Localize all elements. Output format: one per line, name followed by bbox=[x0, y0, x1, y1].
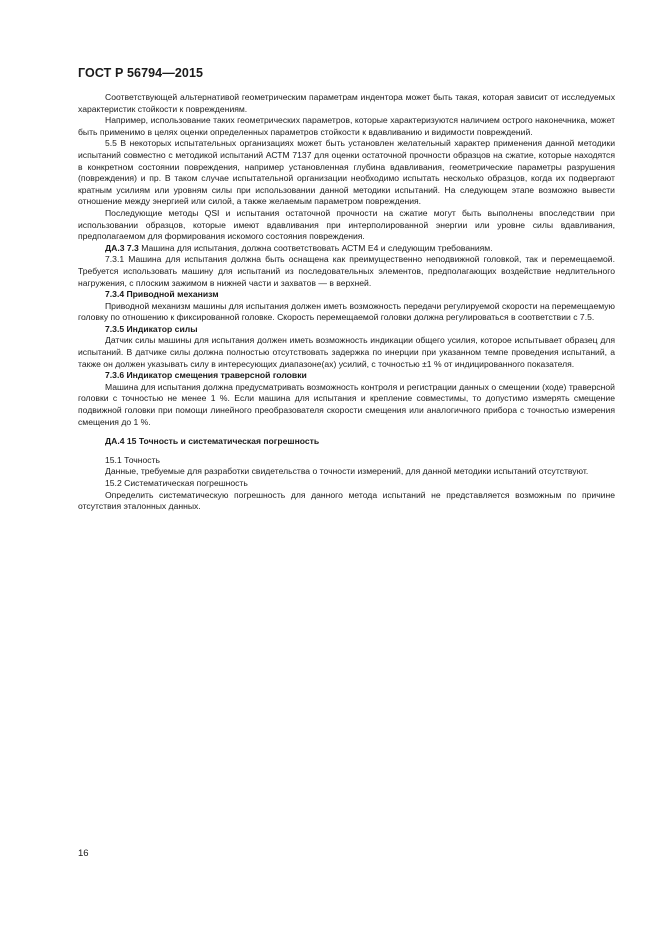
paragraph: Определить систематическую погрешность для данного метода испытаний не представляется возможным по причине отсутствия эталонных данных. bbox=[78, 489, 615, 512]
section-heading: 7.3.5 Индикатор силы bbox=[105, 323, 198, 334]
subsection-heading: 15.2 Систематическая погрешность bbox=[105, 478, 248, 488]
subsection-heading: 15.1 Точность bbox=[105, 454, 160, 465]
document-header: ГОСТ Р 56794—2015 bbox=[78, 66, 204, 80]
paragraph: Последующие методы QSI и испытания остаточной прочности на сжатие могут быть выполнены впоследствии при использовании образцов, которые имеют вдавливания при интерполированной энергии или уровне силы вдавливания, предполагаемом для формирования искомого состояния повреждения. bbox=[78, 207, 615, 242]
section-heading: 7.3.6 Индикатор смещения траверсной головки bbox=[105, 370, 307, 381]
section-heading-da4: ДА.4 15 Точность и систематическая погрешность bbox=[105, 436, 320, 447]
page-number: 16 bbox=[78, 848, 89, 859]
paragraph-da3 bbox=[78, 243, 615, 255]
document-body bbox=[78, 92, 615, 513]
clause-text: Машина для испытания, должна соответствовать АСТМ Е4 и следующим требованиям. bbox=[141, 242, 493, 253]
clause-label: ДА.3 7.3 bbox=[105, 242, 139, 253]
paragraph: 5.5 В некоторых испытательных организациях может быть установлен желательный характер применения данной методики испытаний совместно с методикой испытаний АСТМ 7137 для оценки остаточной прочности образцов на сжатие, которые находятся в конкретном состоянии повреждения, например установленная глубина вдавливания, геометрические параметры разрушения (повреждения) и пр. В таком случае испытательной организации необходимо испытать несколько образцов, когда их подвергают кратным усилиям или уровням силы при использовании данной методики испытаний. На следующем этапе возможно вывести отношение между энергией или силой, а также желаемым параметром повреждения. bbox=[78, 138, 615, 207]
paragraph: Данные, требуемые для разработки свидетельства о точности измерений, для данной методики испытаний отсутствуют. bbox=[105, 466, 589, 477]
paragraph: Машина для испытания должна предусматривать возможность контроля и регистрации данных о смещении (ходе) траверсной головки с точностью не менее 1 %. Если машина для испытания и крепление совместимы, то допустимо измерять смещение подвижной головки при помощи линейного преобразователя скорости смещения или аналогичного прибора с точностью измерения смещения до 1 %. bbox=[78, 381, 615, 427]
section-heading: 7.3.4 Приводной механизм bbox=[105, 289, 219, 300]
paragraph: Например, использование таких геометрических параметров, которые характеризуются наличием острого наконечника, может быть применимо в целях оценки определенных параметров стойкости к вдавливанию и видимости повреждений. bbox=[78, 115, 615, 137]
paragraph: 7.3.1 Машина для испытания должна быть оснащена как преимущественно неподвижной головкой, так и перемещаемой. Требуется использовать машину для испытаний из последовательных элементов, предполагающих воздействие недлительного нагружения, с плоским зажимом в нижней части и захватов — в верхней. bbox=[78, 254, 615, 288]
paragraph: Соответствующей альтернативой геометрическим параметрам индентора может быть такая, которая зависит от исследуемых характеристик стойкости к повреждениям. bbox=[78, 92, 615, 114]
paragraph: Приводной механизм машины для испытания должен иметь возможность передачи регулируемой скорости на перемещаемую головку по отношению к фиксированной головке. Скорость перемещаемой головки должна регулироваться в соответствии с 7.5. bbox=[78, 300, 615, 323]
paragraph: Датчик силы машины для испытания должен иметь возможность индикации общего усилия, которое испытывает образец для испытаний. В датчике силы должна полностью отсутствовать задержка по инерции при указанном темпе проведения испытаний, а также он должен указывать силу в интересующих диапазоне(ах) усилий, с точностью ±1 % от индицированного показателя. bbox=[78, 335, 615, 369]
